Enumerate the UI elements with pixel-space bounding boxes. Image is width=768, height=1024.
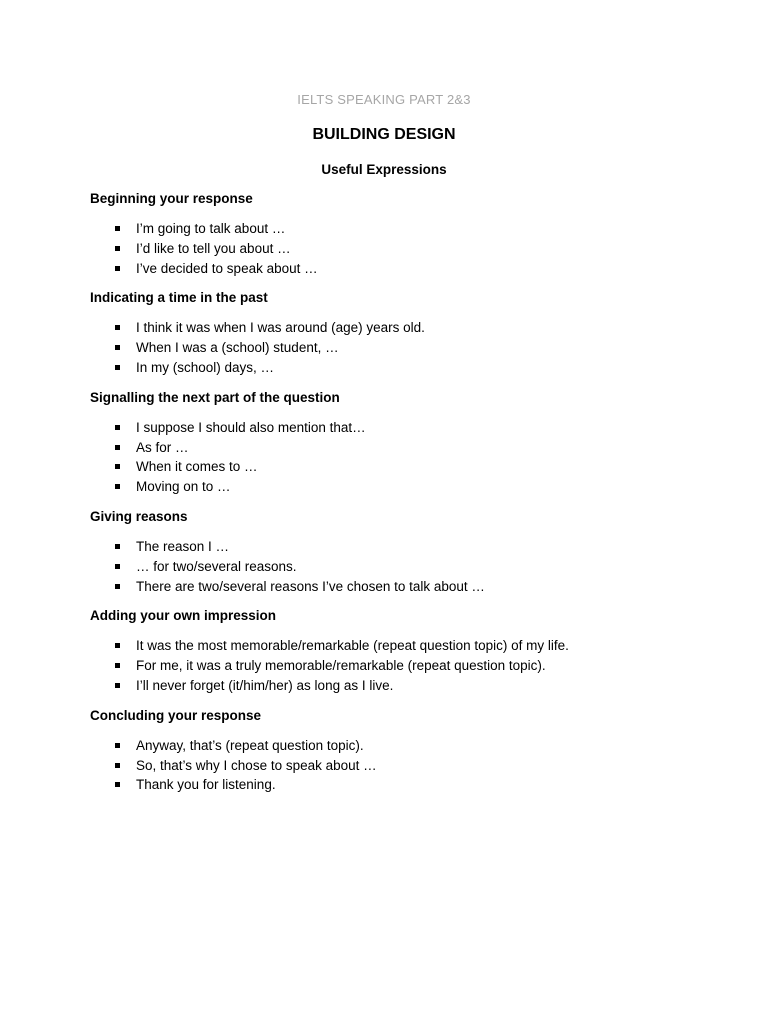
list-item (90, 239, 730, 259)
list-item (90, 775, 730, 795)
square-bullet-icon (115, 464, 120, 469)
list-item (90, 557, 730, 577)
square-bullet-icon (115, 564, 120, 569)
section-time-in-past (90, 289, 730, 377)
section-signalling-next-part (90, 389, 730, 497)
list-item-text: There are two/several reasons I’ve chosen to talk about … (136, 578, 485, 594)
useful-expressions-heading: Useful Expressions (321, 162, 447, 177)
list-item (90, 358, 730, 378)
list-item (90, 756, 730, 776)
square-bullet-icon (115, 584, 120, 589)
list-item-text: I’m going to talk about … (136, 221, 286, 236)
section-heading: Beginning your response (90, 191, 253, 206)
square-bullet-icon (115, 763, 120, 768)
expression-list (90, 318, 730, 377)
section-beginning-response (90, 190, 730, 278)
section-own-impression (90, 607, 730, 695)
list-item-text: Anyway, that’s (repeat question topic). (136, 737, 364, 753)
list-item (90, 676, 730, 696)
expression-list (90, 636, 730, 695)
square-bullet-icon (115, 683, 120, 688)
square-bullet-icon (115, 266, 120, 271)
square-bullet-icon (115, 782, 120, 787)
list-item (90, 656, 730, 676)
list-item (90, 577, 730, 597)
section-giving-reasons (90, 508, 730, 596)
section-heading: Signalling the next part of the question (90, 389, 340, 405)
list-item-text: … for two/several reasons. (136, 558, 297, 574)
document-title: BUILDING DESIGN (312, 126, 456, 143)
square-bullet-icon (115, 246, 120, 251)
document-subtitle: IELTS SPEAKING PART 2&3 (297, 92, 471, 107)
list-item (90, 338, 730, 358)
expression-sections (90, 190, 730, 806)
square-bullet-icon (115, 544, 120, 549)
square-bullet-icon (115, 445, 120, 450)
square-bullet-icon (115, 226, 120, 231)
section-heading: Adding your own impression (90, 608, 277, 624)
list-item-text: In my (school) days, … (136, 359, 275, 375)
list-item-text: Thank you for listening. (136, 777, 276, 793)
list-item-text: I think it was when I was around (age) years old. (136, 320, 425, 336)
square-bullet-icon (115, 663, 120, 668)
list-item (90, 219, 730, 239)
list-item (90, 418, 730, 438)
list-item (90, 537, 730, 557)
list-item-text: So, that’s why I chose to speak about … (136, 757, 377, 773)
square-bullet-icon (115, 743, 120, 748)
list-item (90, 457, 730, 477)
section-heading: Giving reasons (90, 508, 188, 524)
square-bullet-icon (115, 484, 120, 489)
expression-list (90, 219, 730, 278)
expression-list (90, 418, 730, 497)
list-item (90, 438, 730, 458)
list-item (90, 636, 730, 656)
list-item-text: When it comes to … (136, 459, 258, 475)
list-item (90, 318, 730, 338)
expression-list (90, 537, 730, 596)
section-heading: Concluding your response (90, 707, 262, 723)
list-item-text: I suppose I should also mention that… (136, 419, 366, 435)
square-bullet-icon (115, 345, 120, 350)
square-bullet-icon (115, 425, 120, 430)
list-item-text: I’d like to tell you about … (136, 240, 291, 256)
list-item (90, 736, 730, 756)
square-bullet-icon (115, 365, 120, 370)
list-item-text: When I was a (school) student, … (136, 340, 339, 356)
list-item-text: As for … (136, 439, 189, 455)
square-bullet-icon (115, 643, 120, 648)
list-item (90, 477, 730, 497)
list-item-text: For me, it was a truly memorable/remarkable (repeat question topic). (136, 658, 546, 674)
list-item-text: Moving on to … (136, 479, 231, 495)
section-concluding-response (90, 707, 730, 795)
list-item-text: I’ll never forget (it/him/her) as long as I live. (136, 677, 394, 693)
square-bullet-icon (115, 325, 120, 330)
list-item-text: It was the most memorable/remarkable (repeat question topic) of my life. (136, 638, 569, 654)
expression-list (90, 736, 730, 795)
list-item-text: The reason I … (136, 538, 230, 554)
section-heading: Indicating a time in the past (90, 290, 268, 306)
list-item (90, 259, 730, 279)
list-item-text: I’ve decided to speak about … (136, 260, 318, 276)
